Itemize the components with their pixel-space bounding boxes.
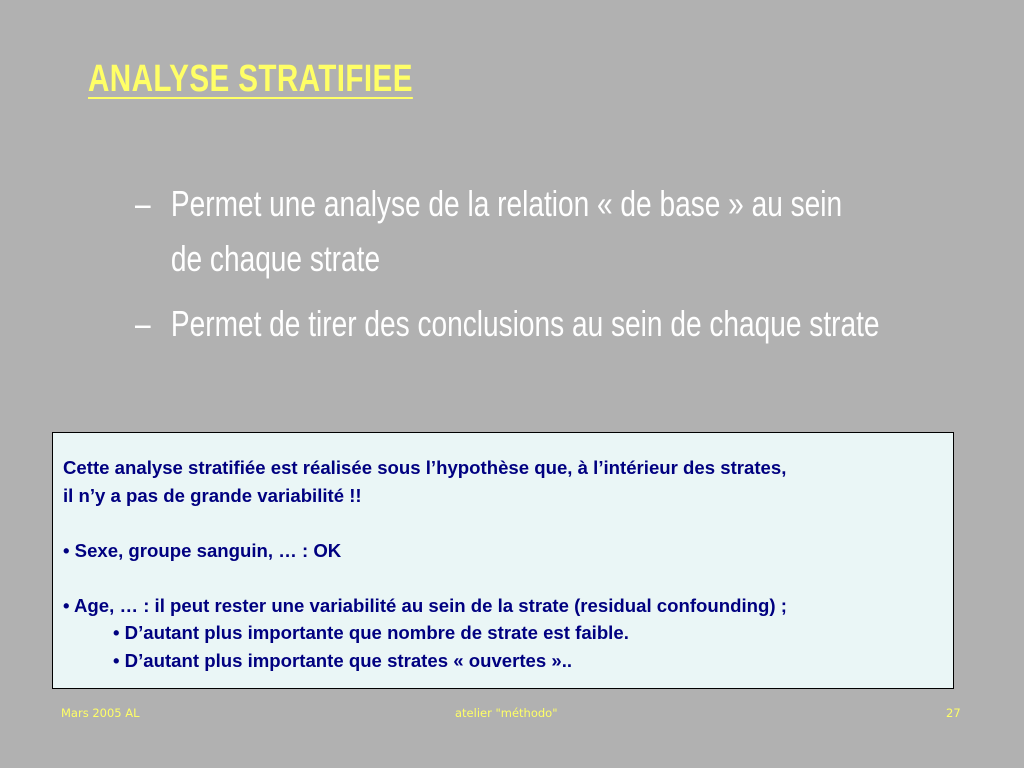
callout-intro-line2: il n’y a pas de grande variabilité !! (63, 484, 362, 506)
bullet-item (135, 296, 915, 351)
callout-subitem-ouvertes: • D’autant plus importante que strates « ouvertes ».. (113, 649, 573, 671)
bullet-text-continued: de chaque strate (170, 238, 381, 279)
dash-marker: – (135, 303, 151, 344)
bullet-text: Permet de tirer des conclusions au sein de chaque strate (170, 303, 880, 344)
bullet-list (135, 176, 915, 361)
callout-intro-line1: Cette analyse stratifiée est réalisée sous l’hypothèse que, à l’intérieur des strates, (63, 457, 787, 478)
spacer (63, 564, 953, 592)
footer-page-number: 27 (946, 706, 961, 720)
bullet-item (135, 176, 915, 286)
callout-item-age: • Age, … : il peut rester une variabilité au sein de la strate (residual confounding) ; (63, 594, 787, 616)
footer-date-author: Mars 2005 AL (61, 706, 140, 720)
callout-subitem-faible: • D’autant plus importante que nombre de strate est faible. (113, 622, 629, 643)
spacer (63, 509, 953, 537)
dash-marker: – (135, 183, 151, 224)
slide-title: ANALYSE STRATIFIEE (88, 58, 413, 100)
callout-item-sexe: • Sexe, groupe sanguin, … : OK (63, 539, 342, 561)
bullet-text: Permet une analyse de la relation « de base » au sein (170, 183, 843, 224)
footer-event: atelier "méthodo" (455, 706, 558, 720)
callout-box (52, 432, 954, 689)
